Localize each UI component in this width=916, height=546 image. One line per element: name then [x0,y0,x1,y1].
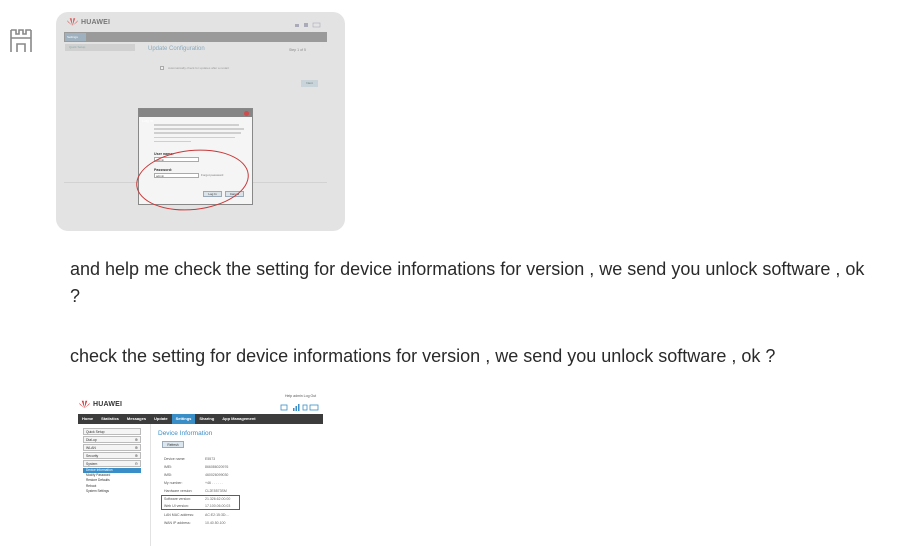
sidebar-item-dial-up[interactable] [83,436,141,443]
info-row [164,521,284,525]
checkbox-box[interactable] [160,66,164,70]
info-value: 17.100.06.00.03 [205,504,231,508]
username-input[interactable]: admin [154,157,199,162]
divider [150,424,151,546]
sidebar-item-system[interactable] [83,460,141,467]
password-label: Password: [154,168,173,172]
cancel-button[interactable]: Cancel [225,191,244,197]
expand-icon: ⊕ [134,445,138,450]
sidebar-item-quick-setup[interactable]: Quick Setup [65,44,135,51]
info-value: 866086020976 [205,465,229,469]
huawei-flower-icon [66,17,79,27]
dialog-message [154,124,246,145]
info-label: Hardware version: [164,489,193,493]
step-indicator: Step 1 of 5 [289,48,306,52]
info-label: My number: [164,481,183,485]
sidebar-item-label: Dial-up [86,438,97,442]
info-value: CL2E5573SM [205,489,227,493]
sidebar-item-label: WLAN [86,446,96,450]
info-label: LAN MAC address: [164,513,194,517]
sidebar-subitem-modify-password[interactable]: Modify Password [86,473,111,478]
sidebar-item-label: Quick Setup [86,430,105,434]
info-label: Device name: [164,457,186,461]
nav-tab-app-management[interactable]: App Management [222,416,256,421]
info-value: AC:E2:15:3D:... [205,513,230,517]
info-row [164,513,284,517]
info-row [164,465,284,469]
nav-tab-update[interactable]: Update [154,416,168,421]
page-title: Device Information [158,430,213,437]
info-value: E5573 [205,457,216,461]
nav-tab-messages[interactable]: Messages [126,416,147,421]
info-label: IMSI: [164,473,173,477]
sidebar-subitem-restore-defaults[interactable]: Restore Defaults [86,478,110,483]
chat-message: check the setting for device informations for version , we send you unlock software , ok ? [70,346,776,366]
password-input[interactable]: admin [154,173,199,178]
info-label: Web UI version: [164,504,189,508]
chat-message: and help me check the setting for device informations for version , we send you unlock software , ok ? [70,259,865,306]
sidebar-item-label: Security [86,454,99,458]
castle-avatar-icon [8,28,34,54]
next-button[interactable]: Next [301,80,318,87]
nav-tab-home[interactable]: Home [82,416,94,421]
device-information-screenshot[interactable] [75,389,327,546]
expand-icon: ⊕ [134,453,138,458]
username-label: User name: [154,152,174,156]
nav-tab-settings[interactable]: Settings [172,414,196,424]
version-highlight-box [161,495,240,510]
nav-bar [78,414,323,424]
sidebar-item-label: System [86,462,98,466]
info-row [164,489,284,493]
huawei-logo [66,17,110,27]
login-dialog-screenshot[interactable] [56,12,345,231]
nav-tab-settings[interactable]: Settings [65,33,86,41]
sidebar-item-wlan[interactable] [83,444,141,451]
refresh-button[interactable]: Refresh [162,441,184,448]
sidebar-item-security[interactable] [83,452,141,459]
info-value: +46 . . . . . . [205,481,223,485]
sidebar-item-quick-setup[interactable] [83,428,141,435]
dialog-title: Log In [142,118,154,123]
page-title: Update Configuration [148,46,205,52]
sidebar [83,428,141,494]
status-icons [280,403,320,412]
nav-bar [64,32,327,42]
top-links[interactable]: Help admin Log Out [285,394,317,398]
auto-update-checkbox[interactable] [160,66,229,70]
status-icons [293,22,323,28]
sidebar-subitem-system-settings[interactable]: System Settings [86,488,110,493]
nav-tab-sharing[interactable]: Sharing [199,416,215,421]
forgot-password-link[interactable]: Forgot password [201,173,224,177]
login-button[interactable]: Log In [203,191,222,197]
dialog-header [139,109,252,123]
checkbox-label: Automatically check for updates after a restart [168,66,230,70]
sidebar-subitem-reboot[interactable]: Reboot [86,483,97,488]
info-value: 460026099030 [205,473,229,477]
info-row [164,457,284,461]
info-row [164,481,284,485]
close-icon[interactable] [244,111,249,116]
info-label: IMEI: [164,465,173,469]
expand-icon: ⊕ [134,437,138,442]
collapse-icon: ⊖ [134,461,138,466]
brand-name: HUAWEI [93,401,123,408]
info-value: 10.40.50.100 [205,521,226,525]
brand-name: HUAWEI [81,18,111,26]
info-label: Software version: [164,497,192,501]
info-label: WAN IP address: [164,521,191,525]
info-row [164,473,284,477]
huawei-flower-icon [78,399,91,410]
info-value: 21.326.62.00.00 [205,497,231,501]
nav-tab-statistics[interactable]: Statistics [101,416,119,421]
huawei-logo [78,399,122,410]
sidebar-subitem-device-information[interactable]: Device Information [83,468,141,473]
